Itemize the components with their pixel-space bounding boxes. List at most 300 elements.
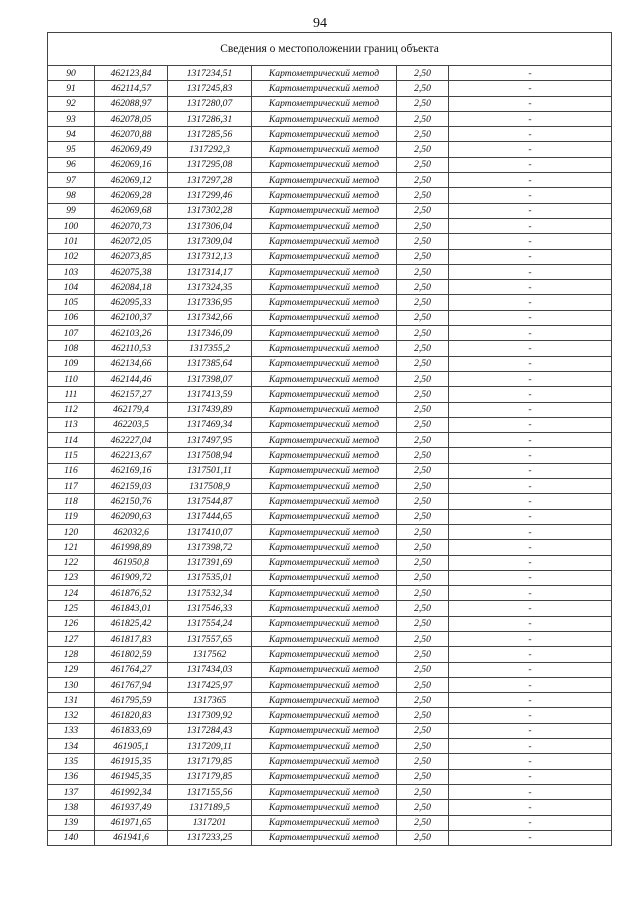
- note-cell: -: [449, 509, 612, 524]
- accuracy-cell: 2,50: [397, 66, 449, 81]
- method-cell: Картометрический метод: [252, 586, 397, 601]
- note-cell: -: [449, 341, 612, 356]
- coord-x-cell: 462090,63: [95, 509, 168, 524]
- accuracy-cell: 2,50: [397, 693, 449, 708]
- coord-x-cell: 462114,57: [95, 81, 168, 96]
- table-row: [48, 218, 612, 233]
- table-row: [48, 402, 612, 417]
- table-row: [48, 326, 612, 341]
- accuracy-cell: 2,50: [397, 555, 449, 570]
- method-cell: Картометрический метод: [252, 188, 397, 203]
- table-row: [48, 203, 612, 218]
- coord-x-cell: 461825,42: [95, 616, 168, 631]
- accuracy-cell: 2,50: [397, 341, 449, 356]
- coord-y-cell: 1317179,85: [168, 754, 252, 769]
- method-cell: Картометрический метод: [252, 662, 397, 677]
- note-cell: -: [449, 249, 612, 264]
- accuracy-cell: 2,50: [397, 647, 449, 662]
- method-cell: Картометрический метод: [252, 66, 397, 81]
- coord-y-cell: 1317398,72: [168, 540, 252, 555]
- coord-y-cell: 1317306,04: [168, 218, 252, 233]
- boundary-table-container: [47, 32, 611, 846]
- coord-y-cell: 1317284,43: [168, 723, 252, 738]
- coord-y-cell: 1317434,03: [168, 662, 252, 677]
- coord-x-cell: 462069,49: [95, 142, 168, 157]
- note-cell: -: [449, 647, 612, 662]
- method-cell: Картометрический метод: [252, 264, 397, 279]
- point-number-cell: 107: [48, 326, 95, 341]
- table-row: [48, 830, 612, 845]
- accuracy-cell: 2,50: [397, 616, 449, 631]
- coord-y-cell: 1317398,07: [168, 371, 252, 386]
- coord-y-cell: 1317209,11: [168, 739, 252, 754]
- table-row: [48, 111, 612, 126]
- note-cell: -: [449, 754, 612, 769]
- point-number-cell: 120: [48, 524, 95, 539]
- coord-x-cell: 461833,69: [95, 723, 168, 738]
- accuracy-cell: 2,50: [397, 479, 449, 494]
- point-number-cell: 116: [48, 463, 95, 478]
- table-row: [48, 693, 612, 708]
- coord-x-cell: 462134,66: [95, 356, 168, 371]
- method-cell: Картометрический метод: [252, 310, 397, 325]
- note-cell: -: [449, 586, 612, 601]
- table-row: [48, 433, 612, 448]
- point-number-cell: 130: [48, 677, 95, 692]
- point-number-cell: 128: [48, 647, 95, 662]
- method-cell: Картометрический метод: [252, 341, 397, 356]
- coord-y-cell: 1317233,25: [168, 830, 252, 845]
- coord-y-cell: 1317309,04: [168, 234, 252, 249]
- note-cell: -: [449, 448, 612, 463]
- accuracy-cell: 2,50: [397, 387, 449, 402]
- method-cell: Картометрический метод: [252, 570, 397, 585]
- table-row: [48, 631, 612, 646]
- table-row: [48, 677, 612, 692]
- method-cell: Картометрический метод: [252, 280, 397, 295]
- method-cell: Картометрический метод: [252, 509, 397, 524]
- accuracy-cell: 2,50: [397, 188, 449, 203]
- point-number-cell: 104: [48, 280, 95, 295]
- note-cell: -: [449, 662, 612, 677]
- method-cell: Картометрический метод: [252, 723, 397, 738]
- note-cell: -: [449, 631, 612, 646]
- table-row: [48, 586, 612, 601]
- note-cell: -: [449, 371, 612, 386]
- table-row: [48, 540, 612, 555]
- table-row: [48, 142, 612, 157]
- table-row: [48, 356, 612, 371]
- point-number-cell: 102: [48, 249, 95, 264]
- coord-y-cell: 1317312,13: [168, 249, 252, 264]
- point-number-cell: 125: [48, 601, 95, 616]
- point-number-cell: 114: [48, 433, 95, 448]
- point-number-cell: 101: [48, 234, 95, 249]
- coord-y-cell: 1317302,28: [168, 203, 252, 218]
- accuracy-cell: 2,50: [397, 448, 449, 463]
- method-cell: Картометрический метод: [252, 540, 397, 555]
- point-number-cell: 136: [48, 769, 95, 784]
- coord-y-cell: 1317413,59: [168, 387, 252, 402]
- method-cell: Картометрический метод: [252, 142, 397, 157]
- accuracy-cell: 2,50: [397, 203, 449, 218]
- point-number-cell: 129: [48, 662, 95, 677]
- note-cell: -: [449, 417, 612, 432]
- note-cell: -: [449, 356, 612, 371]
- accuracy-cell: 2,50: [397, 264, 449, 279]
- coord-x-cell: 462069,12: [95, 173, 168, 188]
- coord-x-cell: 462070,73: [95, 218, 168, 233]
- note-cell: -: [449, 157, 612, 172]
- coord-y-cell: 1317439,89: [168, 402, 252, 417]
- coord-y-cell: 1317355,2: [168, 341, 252, 356]
- note-cell: -: [449, 616, 612, 631]
- accuracy-cell: 2,50: [397, 402, 449, 417]
- note-cell: -: [449, 188, 612, 203]
- table-row: [48, 479, 612, 494]
- method-cell: Картометрический метод: [252, 326, 397, 341]
- accuracy-cell: 2,50: [397, 662, 449, 677]
- table-row: [48, 280, 612, 295]
- accuracy-cell: 2,50: [397, 540, 449, 555]
- method-cell: Картометрический метод: [252, 524, 397, 539]
- note-cell: -: [449, 800, 612, 815]
- note-cell: -: [449, 96, 612, 111]
- note-cell: -: [449, 723, 612, 738]
- method-cell: Картометрический метод: [252, 616, 397, 631]
- point-number-cell: 115: [48, 448, 95, 463]
- coord-y-cell: 1317544,87: [168, 494, 252, 509]
- note-cell: -: [449, 433, 612, 448]
- point-number-cell: 105: [48, 295, 95, 310]
- accuracy-cell: 2,50: [397, 142, 449, 157]
- point-number-cell: 91: [48, 81, 95, 96]
- table-row: [48, 295, 612, 310]
- table-row: [48, 417, 612, 432]
- method-cell: Картометрический метод: [252, 555, 397, 570]
- method-cell: Картометрический метод: [252, 830, 397, 845]
- table-row: [48, 341, 612, 356]
- note-cell: -: [449, 693, 612, 708]
- point-number-cell: 109: [48, 356, 95, 371]
- note-cell: -: [449, 784, 612, 799]
- method-cell: Картометрический метод: [252, 754, 397, 769]
- coord-x-cell: 461764,27: [95, 662, 168, 677]
- coord-x-cell: 462157,27: [95, 387, 168, 402]
- note-cell: -: [449, 295, 612, 310]
- method-cell: Картометрический метод: [252, 631, 397, 646]
- accuracy-cell: 2,50: [397, 800, 449, 815]
- coord-x-cell: 462069,16: [95, 157, 168, 172]
- coord-y-cell: 1317508,9: [168, 479, 252, 494]
- table-row: [48, 708, 612, 723]
- coord-x-cell: 462213,67: [95, 448, 168, 463]
- method-cell: Картометрический метод: [252, 739, 397, 754]
- table-row: [48, 310, 612, 325]
- point-number-cell: 97: [48, 173, 95, 188]
- table-row: [48, 249, 612, 264]
- coord-x-cell: 462070,88: [95, 127, 168, 142]
- point-number-cell: 138: [48, 800, 95, 815]
- method-cell: Картометрический метод: [252, 356, 397, 371]
- coord-y-cell: 1317309,92: [168, 708, 252, 723]
- method-cell: Картометрический метод: [252, 203, 397, 218]
- point-number-cell: 99: [48, 203, 95, 218]
- coord-y-cell: 1317391,69: [168, 555, 252, 570]
- point-number-cell: 124: [48, 586, 95, 601]
- coord-x-cell: 462203,5: [95, 417, 168, 432]
- note-cell: -: [449, 142, 612, 157]
- table-row: [48, 769, 612, 784]
- table-row: [48, 127, 612, 142]
- point-number-cell: 112: [48, 402, 95, 417]
- method-cell: Картометрический метод: [252, 693, 397, 708]
- coord-x-cell: 462144,46: [95, 371, 168, 386]
- accuracy-cell: 2,50: [397, 708, 449, 723]
- coord-x-cell: 462032,6: [95, 524, 168, 539]
- method-cell: Картометрический метод: [252, 479, 397, 494]
- table-body: [48, 66, 612, 846]
- method-cell: Картометрический метод: [252, 800, 397, 815]
- point-number-cell: 139: [48, 815, 95, 830]
- accuracy-cell: 2,50: [397, 295, 449, 310]
- table-row: [48, 494, 612, 509]
- table-row: [48, 387, 612, 402]
- note-cell: -: [449, 601, 612, 616]
- accuracy-cell: 2,50: [397, 127, 449, 142]
- coord-y-cell: 1317557,65: [168, 631, 252, 646]
- point-number-cell: 108: [48, 341, 95, 356]
- note-cell: -: [449, 127, 612, 142]
- note-cell: -: [449, 218, 612, 233]
- point-number-cell: 137: [48, 784, 95, 799]
- method-cell: Картометрический метод: [252, 234, 397, 249]
- coord-x-cell: 461941,6: [95, 830, 168, 845]
- accuracy-cell: 2,50: [397, 280, 449, 295]
- note-cell: -: [449, 326, 612, 341]
- table-row: [48, 66, 612, 81]
- table-row: [48, 371, 612, 386]
- coord-y-cell: 1317280,07: [168, 96, 252, 111]
- point-number-cell: 123: [48, 570, 95, 585]
- coord-x-cell: 461820,83: [95, 708, 168, 723]
- coord-y-cell: 1317444,65: [168, 509, 252, 524]
- table-row: [48, 188, 612, 203]
- accuracy-cell: 2,50: [397, 784, 449, 799]
- point-number-cell: 113: [48, 417, 95, 432]
- point-number-cell: 94: [48, 127, 95, 142]
- method-cell: Картометрический метод: [252, 784, 397, 799]
- method-cell: Картометрический метод: [252, 111, 397, 126]
- coord-y-cell: 1317346,09: [168, 326, 252, 341]
- point-number-cell: 118: [48, 494, 95, 509]
- table-title: Сведения о местоположении границ объекта: [48, 33, 612, 66]
- accuracy-cell: 2,50: [397, 677, 449, 692]
- coord-y-cell: 1317245,83: [168, 81, 252, 96]
- accuracy-cell: 2,50: [397, 830, 449, 845]
- coord-x-cell: 461945,35: [95, 769, 168, 784]
- method-cell: Картометрический метод: [252, 173, 397, 188]
- coord-x-cell: 462150,76: [95, 494, 168, 509]
- note-cell: -: [449, 494, 612, 509]
- table-row: [48, 264, 612, 279]
- note-cell: -: [449, 203, 612, 218]
- method-cell: Картометрический метод: [252, 494, 397, 509]
- coord-y-cell: 1317410,07: [168, 524, 252, 539]
- accuracy-cell: 2,50: [397, 570, 449, 585]
- point-number-cell: 100: [48, 218, 95, 233]
- accuracy-cell: 2,50: [397, 417, 449, 432]
- accuracy-cell: 2,50: [397, 601, 449, 616]
- point-number-cell: 111: [48, 387, 95, 402]
- method-cell: Картометрический метод: [252, 448, 397, 463]
- method-cell: Картометрический метод: [252, 647, 397, 662]
- coord-x-cell: 462075,38: [95, 264, 168, 279]
- method-cell: Картометрический метод: [252, 127, 397, 142]
- point-number-cell: 93: [48, 111, 95, 126]
- accuracy-cell: 2,50: [397, 326, 449, 341]
- note-cell: -: [449, 555, 612, 570]
- accuracy-cell: 2,50: [397, 310, 449, 325]
- note-cell: -: [449, 463, 612, 478]
- coord-x-cell: 461817,83: [95, 631, 168, 646]
- method-cell: Картометрический метод: [252, 463, 397, 478]
- note-cell: -: [449, 524, 612, 539]
- coord-x-cell: 462110,53: [95, 341, 168, 356]
- point-number-cell: 133: [48, 723, 95, 738]
- method-cell: Картометрический метод: [252, 96, 397, 111]
- accuracy-cell: 2,50: [397, 218, 449, 233]
- note-cell: -: [449, 479, 612, 494]
- note-cell: -: [449, 66, 612, 81]
- point-number-cell: 96: [48, 157, 95, 172]
- accuracy-cell: 2,50: [397, 524, 449, 539]
- table-row: [48, 601, 612, 616]
- coord-y-cell: 1317285,56: [168, 127, 252, 142]
- accuracy-cell: 2,50: [397, 509, 449, 524]
- point-number-cell: 106: [48, 310, 95, 325]
- accuracy-cell: 2,50: [397, 463, 449, 478]
- accuracy-cell: 2,50: [397, 631, 449, 646]
- coord-y-cell: 1317532,34: [168, 586, 252, 601]
- note-cell: -: [449, 830, 612, 845]
- accuracy-cell: 2,50: [397, 754, 449, 769]
- accuracy-cell: 2,50: [397, 371, 449, 386]
- accuracy-cell: 2,50: [397, 494, 449, 509]
- coord-x-cell: 462123,84: [95, 66, 168, 81]
- accuracy-cell: 2,50: [397, 111, 449, 126]
- method-cell: Картометрический метод: [252, 387, 397, 402]
- coord-x-cell: 461767,94: [95, 677, 168, 692]
- note-cell: -: [449, 310, 612, 325]
- coord-x-cell: 462227,04: [95, 433, 168, 448]
- table-row: [48, 616, 612, 631]
- method-cell: Картометрический метод: [252, 295, 397, 310]
- note-cell: -: [449, 769, 612, 784]
- point-number-cell: 140: [48, 830, 95, 845]
- point-number-cell: 103: [48, 264, 95, 279]
- coord-x-cell: 461937,49: [95, 800, 168, 815]
- coord-x-cell: 461998,89: [95, 540, 168, 555]
- table-row: [48, 509, 612, 524]
- coord-y-cell: 1317501,11: [168, 463, 252, 478]
- coord-y-cell: 1317286,31: [168, 111, 252, 126]
- coord-y-cell: 1317189,5: [168, 800, 252, 815]
- note-cell: -: [449, 540, 612, 555]
- coord-x-cell: 462072,05: [95, 234, 168, 249]
- coord-y-cell: 1317292,3: [168, 142, 252, 157]
- coord-y-cell: 1317299,46: [168, 188, 252, 203]
- note-cell: -: [449, 739, 612, 754]
- method-cell: Картометрический метод: [252, 371, 397, 386]
- point-number-cell: 90: [48, 66, 95, 81]
- coord-x-cell: 461971,65: [95, 815, 168, 830]
- point-number-cell: 110: [48, 371, 95, 386]
- coord-y-cell: 1317179,85: [168, 769, 252, 784]
- table-row: [48, 157, 612, 172]
- table-row: [48, 754, 612, 769]
- note-cell: -: [449, 708, 612, 723]
- method-cell: Картометрический метод: [252, 677, 397, 692]
- table-row: [48, 739, 612, 754]
- coord-y-cell: 1317336,95: [168, 295, 252, 310]
- method-cell: Картометрический метод: [252, 218, 397, 233]
- note-cell: -: [449, 234, 612, 249]
- point-number-cell: 117: [48, 479, 95, 494]
- coord-y-cell: 1317234,51: [168, 66, 252, 81]
- coord-x-cell: 461909,72: [95, 570, 168, 585]
- method-cell: Картометрический метод: [252, 708, 397, 723]
- coord-x-cell: 461905,1: [95, 739, 168, 754]
- accuracy-cell: 2,50: [397, 739, 449, 754]
- point-number-cell: 98: [48, 188, 95, 203]
- coord-x-cell: 461950,8: [95, 555, 168, 570]
- coord-y-cell: 1317365: [168, 693, 252, 708]
- coord-x-cell: 462169,16: [95, 463, 168, 478]
- coord-y-cell: 1317201: [168, 815, 252, 830]
- table-row: [48, 524, 612, 539]
- accuracy-cell: 2,50: [397, 173, 449, 188]
- coord-y-cell: 1317385,64: [168, 356, 252, 371]
- accuracy-cell: 2,50: [397, 157, 449, 172]
- method-cell: Картометрический метод: [252, 815, 397, 830]
- note-cell: -: [449, 81, 612, 96]
- page-number: 94: [313, 16, 327, 31]
- table-row: [48, 96, 612, 111]
- coord-y-cell: 1317342,66: [168, 310, 252, 325]
- method-cell: Картометрический метод: [252, 81, 397, 96]
- method-cell: Картометрический метод: [252, 157, 397, 172]
- table-row: [48, 81, 612, 96]
- coord-x-cell: 461795,59: [95, 693, 168, 708]
- table-row: [48, 448, 612, 463]
- note-cell: -: [449, 402, 612, 417]
- note-cell: -: [449, 173, 612, 188]
- coord-x-cell: 461915,35: [95, 754, 168, 769]
- coord-x-cell: 462073,85: [95, 249, 168, 264]
- point-number-cell: 126: [48, 616, 95, 631]
- coord-x-cell: 462084,18: [95, 280, 168, 295]
- table-row: [48, 647, 612, 662]
- point-number-cell: 121: [48, 540, 95, 555]
- coord-y-cell: 1317155,56: [168, 784, 252, 799]
- table-row: [48, 234, 612, 249]
- accuracy-cell: 2,50: [397, 356, 449, 371]
- coord-x-cell: 462078,05: [95, 111, 168, 126]
- boundary-table: [47, 32, 612, 846]
- accuracy-cell: 2,50: [397, 723, 449, 738]
- point-number-cell: 119: [48, 509, 95, 524]
